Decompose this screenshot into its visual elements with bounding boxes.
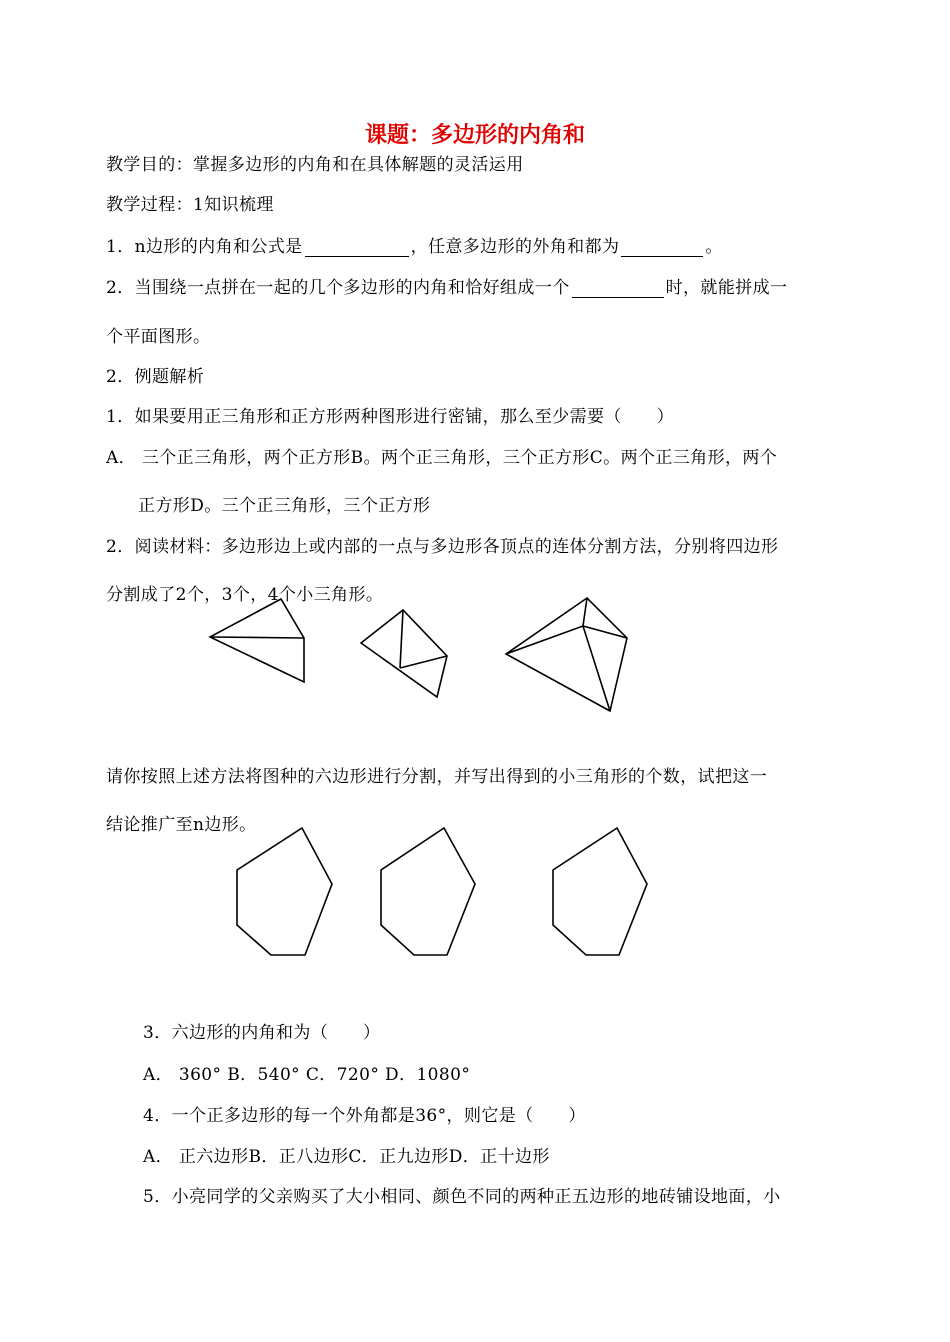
- hexagon-1: [237, 828, 332, 955]
- page-title: 课题：多边形的内角和: [364, 123, 585, 148]
- instruction-text: 请你按照上述方法将图种的六边形进行分割，并写出得到的小三角形的个数，试把这一: [106, 767, 768, 787]
- question-2-line2: 个平面图形。: [106, 327, 211, 347]
- example-3-question: 3．六边形的内角和为（ ）: [143, 1023, 381, 1043]
- hexagon-2: [381, 828, 475, 955]
- example-1-options: A． 三个正三角形，两个正方形B。两个正三角形，三个正方形C。两个正三角形，两个: [106, 448, 778, 468]
- example-4-question: 4．一个正多边形的每一个外角都是36°，则它是（ ）: [143, 1106, 586, 1126]
- example-3-options: A． 360° B．540° C．720° D．1080°: [143, 1065, 471, 1085]
- hexagon-3: [553, 828, 647, 955]
- question-2-part2: 时，就能拼成一: [665, 278, 788, 298]
- question-1-part2: ，任意多边形的外角和都为: [410, 237, 620, 257]
- example-2-text: 2．阅读材料：多边形边上或内部的一点与多边形各顶点的连体分割方法，分别将四边形: [106, 537, 779, 557]
- question-1-part3: 。: [705, 237, 723, 257]
- teaching-process: 教学过程：1知识梳理: [106, 195, 274, 215]
- example-4-options: A． 正六边形B．正八边形C．正九边形D．正十边形: [143, 1147, 550, 1167]
- question-1-part1: 1．n边形的内角和公式是: [106, 237, 303, 257]
- question-2-part1: 2．当围绕一点拼在一起的几个多边形的内角和恰好组成一个: [106, 278, 570, 298]
- example-5-question: 5．小亮同学的父亲购买了大小相同、颜色不同的两种正五边形的地砖铺设地面，小: [143, 1187, 781, 1207]
- example-1-options-continued: 正方形D。三个正三角形，三个正方形: [138, 496, 431, 516]
- teaching-goal: 教学目的：掌握多边形的内角和在具体解题的灵活运用: [106, 155, 524, 175]
- example-1-question: 1．如果要用正三角形和正方形两种图形进行密铺，那么至少需要（ ）: [106, 407, 675, 427]
- example-2-text-continued: 分割成了2个，3个，4个小三角形。: [106, 585, 384, 605]
- section-heading: 2．例题解析: [106, 367, 205, 387]
- instruction-text-continued: 结论推广至n边形。: [106, 815, 257, 835]
